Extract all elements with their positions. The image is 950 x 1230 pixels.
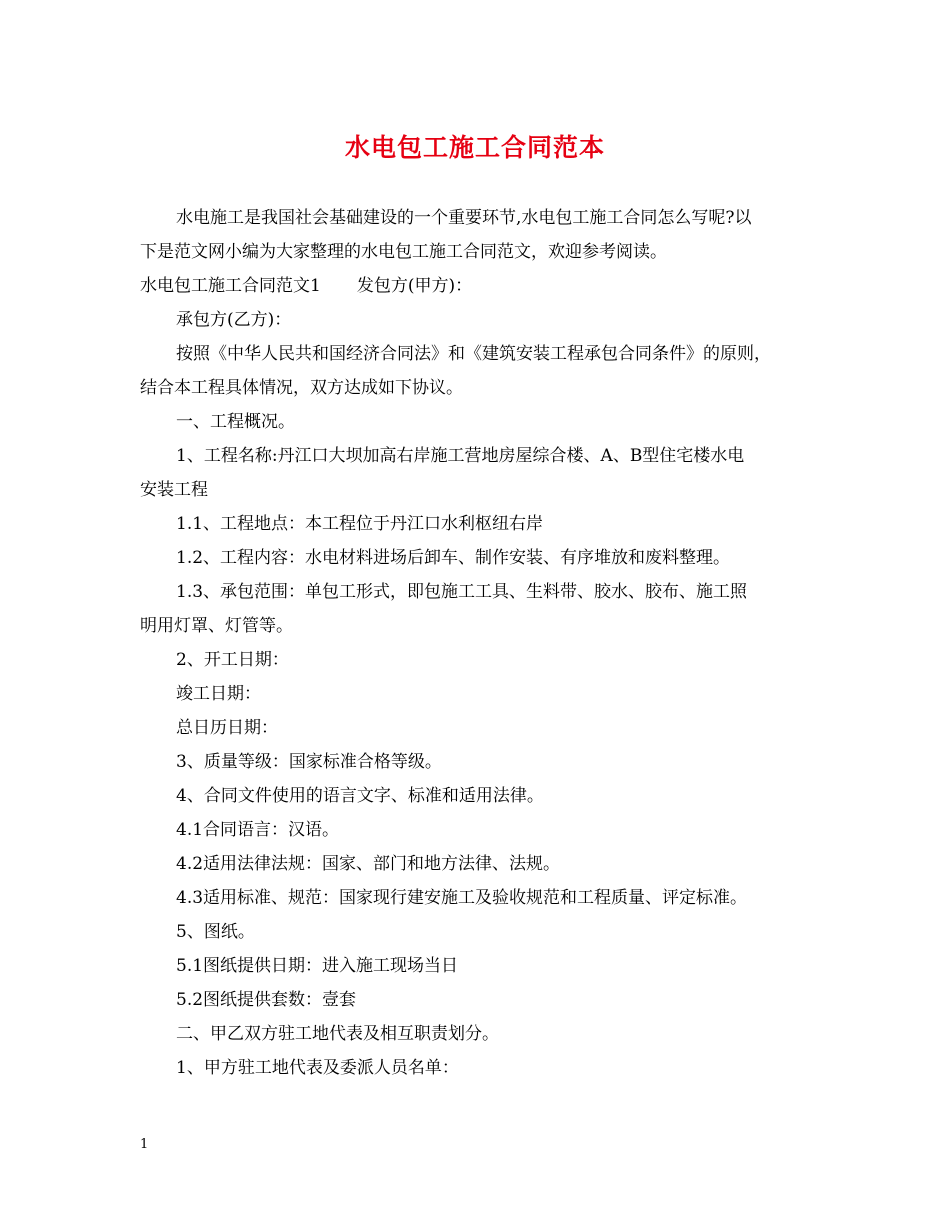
line-text: 4、合同文件使用的语言文字、标准和适用法律。 [176,786,544,806]
line-text: 一、工程概况。 [176,412,295,432]
document-line [140,371,820,405]
line-text-secondary: 发包方(甲方)： [356,276,473,296]
line-text: 竣工日期： [176,684,261,704]
line-text: 结合本工程具体情况，双方达成如下协议。 [140,378,463,398]
line-text: 明用灯罩、灯管等。 [140,616,293,636]
document-line [140,881,820,915]
page-number: 1 [140,1137,149,1152]
document-line [140,235,820,269]
document-line [140,847,820,881]
document-line [140,473,820,507]
line-text: 1.1、工程地点：本工程位于丹江口水利枢纽右岸 [176,514,544,534]
line-text: 2、开工日期： [176,650,289,670]
line-text: 安装工程 [140,480,208,500]
line-text: 4.2适用法律法规：国家、部门和地方法律、法规。 [176,854,561,874]
document-line [140,949,820,983]
document-title: 水电包工施工合同范本 [344,133,605,162]
document-line [140,915,820,949]
document-line [140,779,820,813]
line-text: 5、图纸。 [176,922,255,942]
document-line [140,677,820,711]
document-line [140,983,820,1017]
line-text: 1、甲方驻工地代表及委派人员名单： [176,1058,459,1078]
line-text: 1.2、工程内容：水电材料进场后卸车、制作安装、有序堆放和废料整理。 [176,548,731,568]
document-line [140,201,820,235]
line-text: 1、工程名称:丹江口大坝加高右岸施工营地房屋综合楼、A、B型住宅楼水电 [176,446,745,466]
line-text: 二、甲乙双方驻工地代表及相互职责划分。 [176,1024,499,1044]
line-text: 4.1合同语言：汉语。 [176,820,340,840]
line-text: 3、质量等级：国家标准合格等级。 [176,752,442,772]
line-text: 总日历日期： [176,718,278,738]
line-text: 1.3、承包范围：单包工形式，即包施工工具、生料带、胶水、胶布、施工照 [176,582,748,602]
document-line [140,1017,820,1051]
document-body [140,201,820,1085]
document-line [140,813,820,847]
document-line [140,643,820,677]
document-line [140,745,820,779]
line-text: 水电施工是我国社会基础建设的一个重要环节,水电包工施工合同怎么写呢?以 [176,208,752,228]
document-line [140,337,820,371]
line-text: 4.3适用标准、规范：国家现行建安施工及验收规范和工程质量、评定标准。 [176,888,748,908]
line-text: 下是范文网小编为大家整理的水电包工施工合同范文，欢迎参考阅读。 [140,242,667,262]
document-line [140,575,820,609]
document-line [140,269,820,303]
document-line [140,303,820,337]
document-line [140,609,820,643]
line-text: 5.1图纸提供日期：进入施工现场当日 [176,956,459,976]
document-line [140,507,820,541]
document-line [140,405,820,439]
line-text: 水电包工施工合同范文1 [140,276,321,296]
document-line [140,1051,820,1085]
document-line [140,711,820,745]
line-text: 按照《中华人民共和国经济合同法》和《建筑安装工程承包合同条件》的原则， [176,344,771,364]
line-text: 承包方(乙方)： [176,310,292,330]
document-line [140,541,820,575]
document-line [140,439,820,473]
line-text: 5.2图纸提供套数：壹套 [176,990,357,1010]
